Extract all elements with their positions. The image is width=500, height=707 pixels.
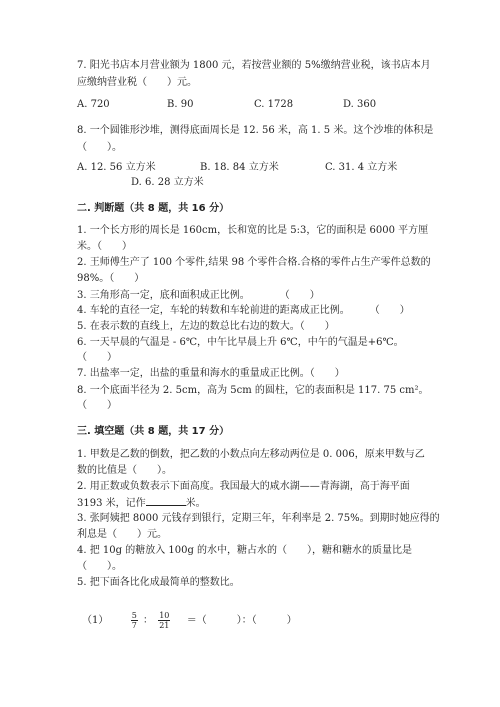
ratio-label: （1） — [82, 615, 109, 626]
q8-line2: （ ）。 — [77, 142, 122, 153]
fill-line: 1. 甲数是乙数的倒数，把乙数的小数点向左移动两位是 0. 006，原来甲数与乙 — [77, 449, 425, 460]
judgement-line: 1. 一个长方形的周长是 160cm，长和宽的比是 5:3，它的面积是 6000 平方厘 — [77, 225, 429, 236]
q7-line1: 7. 阳光书店本月营业额为 1800 元，若按营业额的 5%缴纳营业税，该书店本月 — [77, 60, 431, 71]
fill-line: 2. 用正数或负数表示下面高度。我国最大的咸水湖——青海湖，高于海平面 — [77, 481, 410, 492]
judgement-line: （ ） — [77, 400, 117, 411]
judgement-line: 5. 在表示数的直线上，左边的数总比右边的数大。（ ） — [77, 321, 335, 332]
judgement-line: 2. 王师傅生产了 100 个零件,结果 98 个零件合格.合格的零件占生产零件总数的 — [77, 257, 431, 268]
answer-blank[interactable] — [146, 496, 186, 506]
judgement-line: 7. 出盐率一定，出盐的重量和海水的重量成正比例。（ ） — [77, 368, 345, 379]
judgement-line: 4. 车轮的直径一定，车轮的转数和车轮前进的距离成正比例。 （ ） — [77, 305, 410, 316]
q7-option-a: A. 720 — [77, 99, 110, 110]
fraction-denominator: 7 — [131, 621, 137, 630]
fill-line-text: 3193 米，记作 — [77, 498, 146, 509]
fraction-numerator: 5 — [131, 611, 137, 620]
fill-line: 利息是（ ）元。 — [77, 529, 167, 540]
judgement-line: 8. 一个底面半径为 2. 5cm，高为 5cm 的圆柱，它的表面积是 117. 75 cm²。 — [77, 385, 429, 396]
q7-option-d: D. 360 — [343, 99, 377, 110]
fill-line: 数的比值是（ ）。 — [77, 465, 172, 476]
q8-line1: 8. 一个圆锥形沙堆，测得底面周长是 12. 56 米，高 1. 5 米。这个沙堆的体积是 — [77, 125, 434, 136]
fraction-denominator: 21 — [159, 621, 170, 630]
judgement-line: 98%。（ ） — [77, 273, 145, 284]
judgement-line: 6. 一天早晨的气温是 - 6℃，中午比早晨上升 6℃，中午的气温是+6℃。 — [77, 337, 404, 348]
section-fill-title: 三. 填空题（共 8 题，共 17 分） — [77, 426, 230, 437]
fill-line: （ ）。 — [77, 561, 122, 572]
ratio-answer: ＝（ ）：（ ） — [186, 615, 297, 626]
ratio-expression — [82, 610, 297, 632]
q7-option-b: B. 90 — [167, 99, 194, 110]
q7-option-c: C. 1728 — [254, 99, 294, 110]
q8-option-b: B. 18. 84 立方米 — [200, 162, 279, 173]
fill-line: 4. 把 10g 的糖放入 100g 的水中，糖占水的（ ），糖和糖水的质量比是 — [77, 545, 413, 556]
q7-line2: 应缴纳营业税（ ）元。 — [77, 77, 197, 88]
fraction — [131, 611, 138, 630]
ratio-separator: ： — [143, 615, 154, 626]
fill-line: 3. 张阿姨把 8000 元钱存到银行，定期三年，年利率是 2. 75%。到期时她应得的 — [77, 513, 440, 524]
judgement-line: 3. 三角形高一定，底和面积成正比例。 （ ） — [77, 290, 320, 301]
section-judgement-title: 二. 判断题（共 8 题，共 16 分） — [77, 203, 230, 214]
judgement-line: 米。（ ） — [77, 241, 132, 252]
q8-option-c: C. 31. 4 立方米 — [325, 162, 398, 173]
q8-option-a: A. 12. 56 立方米 — [77, 162, 156, 173]
fraction-numerator: 10 — [159, 611, 170, 620]
fill-line-text: 米。 — [185, 498, 206, 509]
fill-line: 5. 把下面各比化成最简单的整数比。 — [77, 577, 240, 588]
fraction — [158, 611, 170, 630]
q8-option-d: D. 6. 28 立方米 — [131, 177, 204, 188]
judgement-line: （ ） — [77, 352, 117, 363]
fill-line — [77, 496, 206, 510]
